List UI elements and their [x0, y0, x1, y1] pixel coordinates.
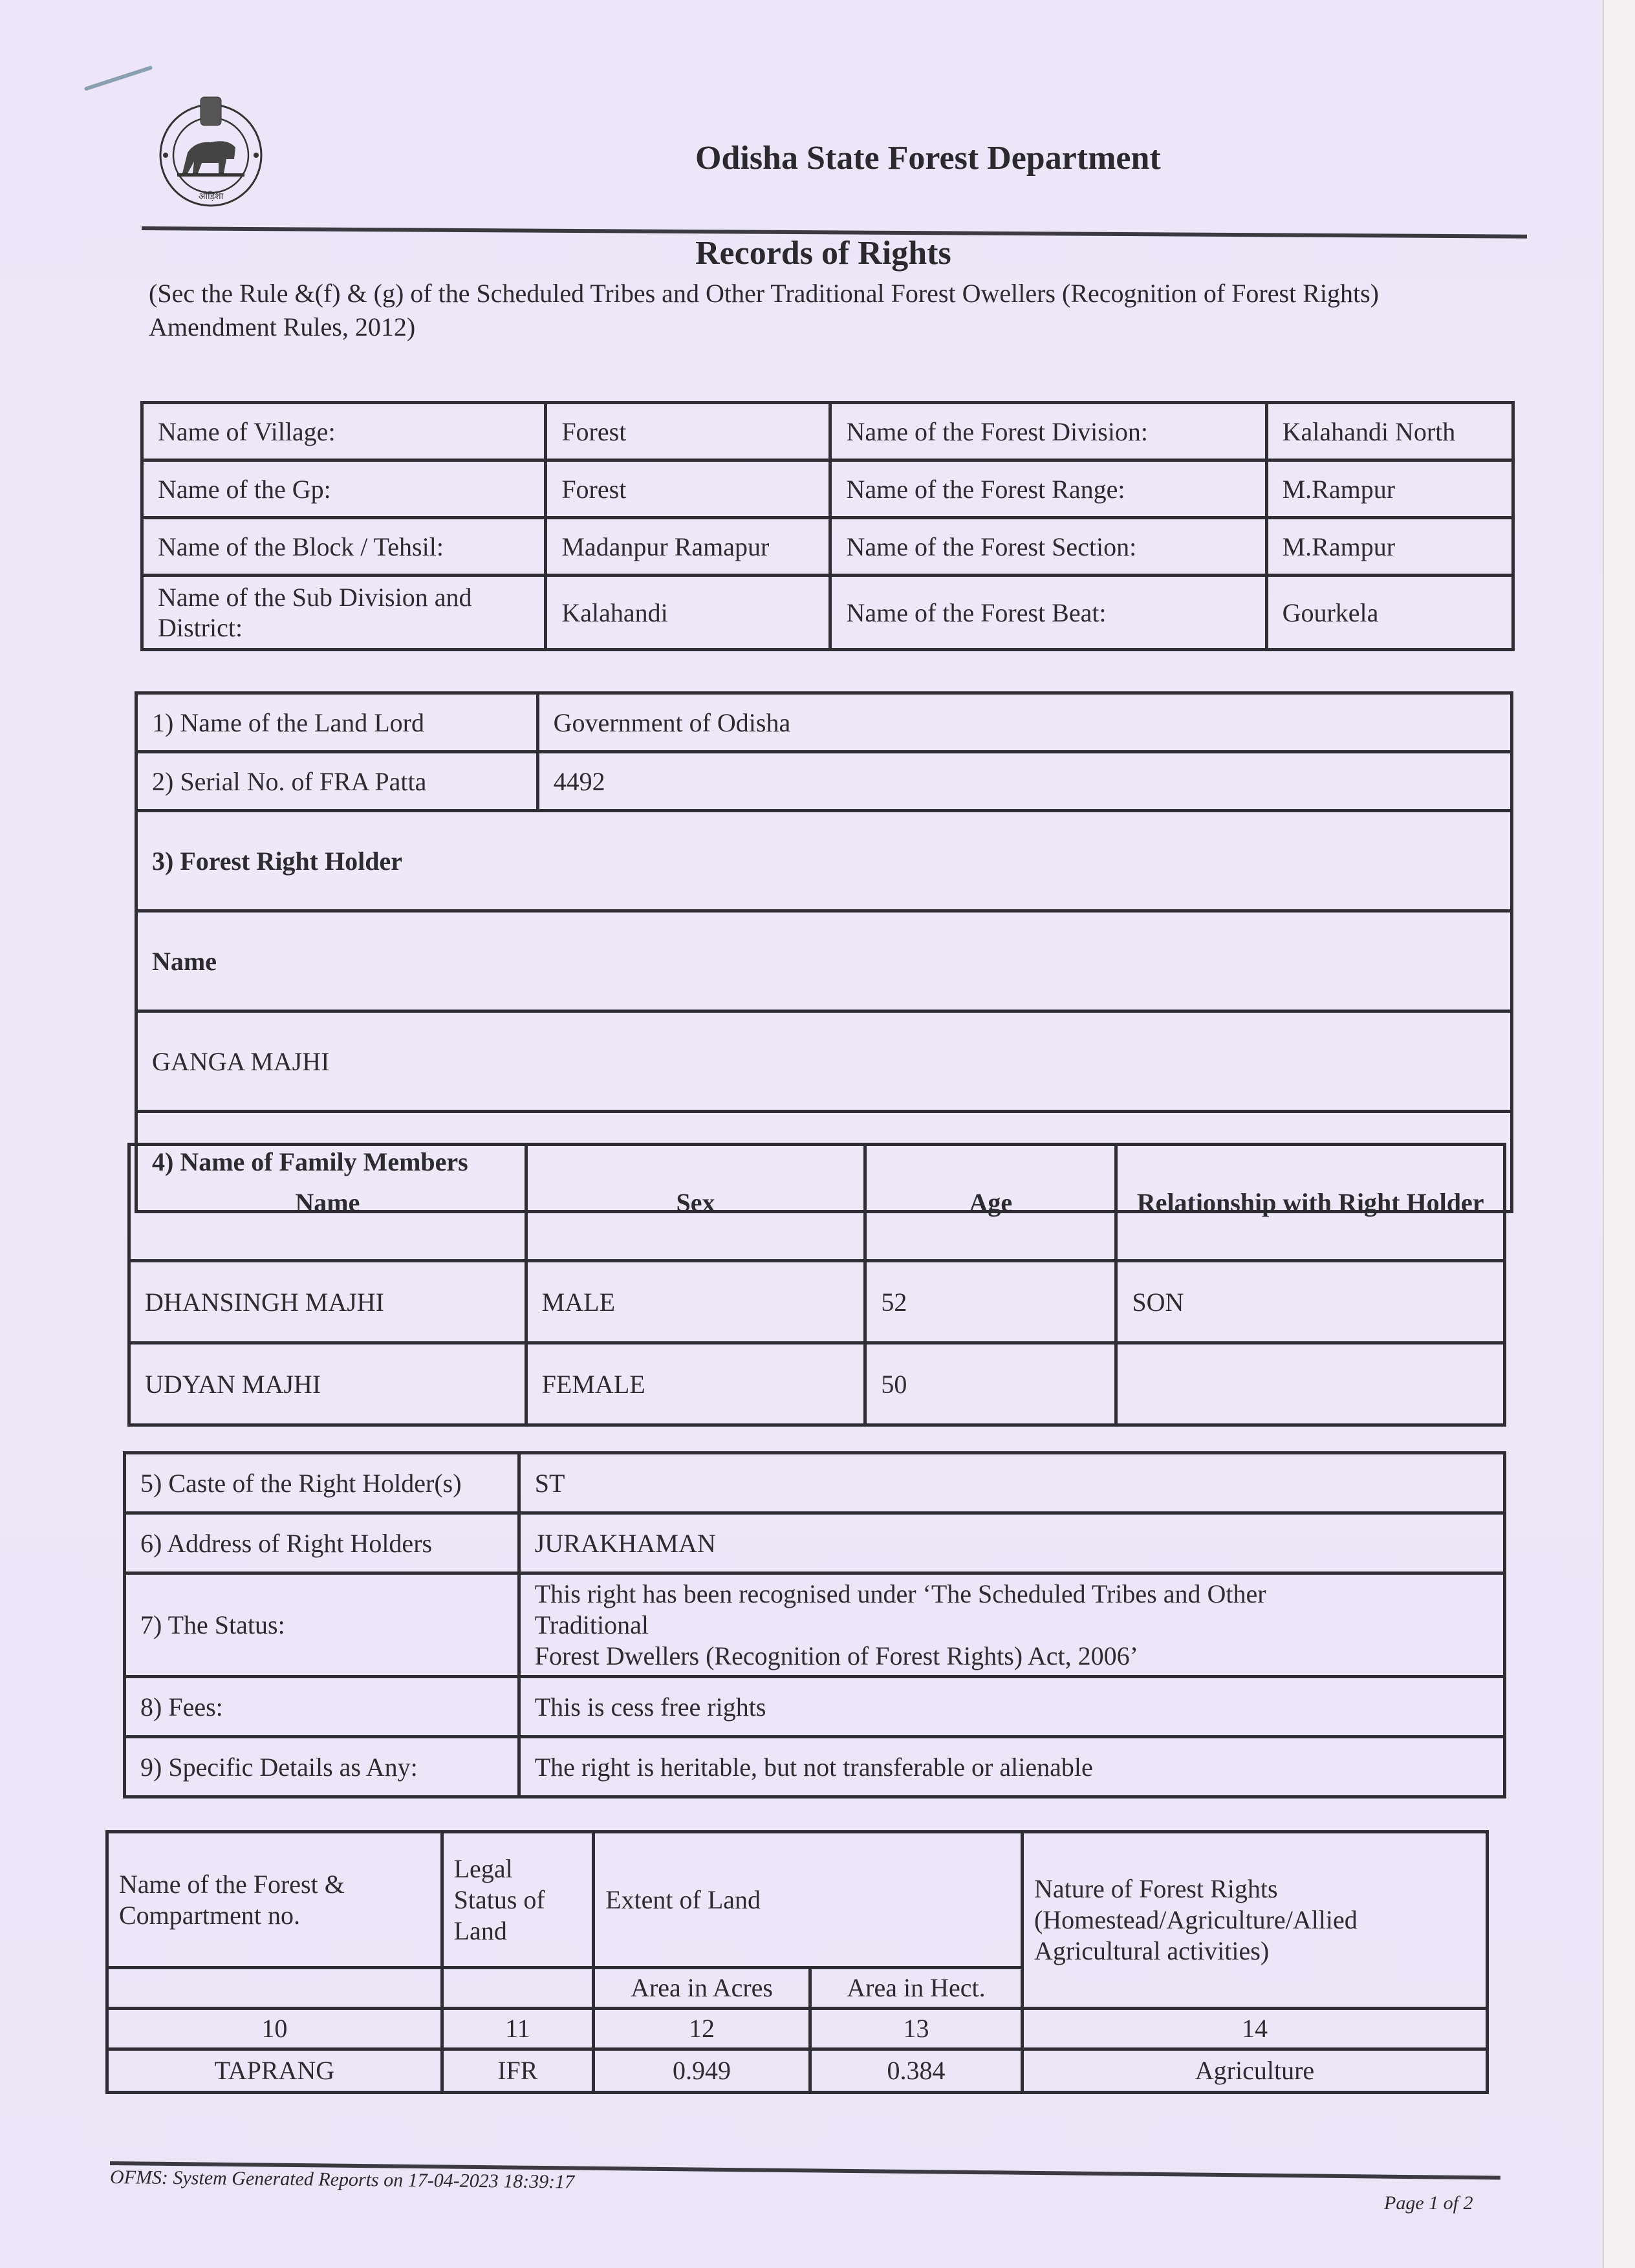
page-number: Page 1 of 2	[1384, 2192, 1473, 2214]
subheader-hect: Area in Hect.	[810, 1968, 1023, 2009]
address-label: 6) Address of Right Holders	[125, 1513, 519, 1573]
gp-label: Name of the Gp:	[142, 460, 546, 518]
fees-value: This is cess free rights	[519, 1677, 1504, 1737]
status-label: 7) The Status:	[125, 1573, 519, 1677]
village-label: Name of Village:	[142, 403, 546, 460]
rule-reference: (Sec the Rule &(f) & (g) of the Scheduled Tribes and Other Traditional Forest Owellers (Recognition of Forest Rights) Amendment Rules, 2012)	[149, 279, 1379, 341]
specific-details-label: 9) Specific Details as Any:	[125, 1737, 519, 1797]
family-table	[127, 1143, 1506, 1427]
empty-cell	[107, 1968, 442, 2009]
column-header-relationship: Relationship with Right Holder	[1116, 1145, 1505, 1261]
forest-division-value: Kalahandi North	[1266, 403, 1513, 460]
right-holder-name: GANGA MAJHI	[136, 1011, 1512, 1112]
forest-section-label: Name of the Forest Section:	[830, 518, 1266, 576]
block-value: Madanpur Ramapur	[546, 518, 830, 576]
record-table	[135, 691, 1513, 1213]
column-header-forest: Name of the Forest & Compartment no.	[107, 1832, 442, 1968]
serial-label: 2) Serial No. of FRA Patta	[136, 752, 538, 811]
column-header-nature: Nature of Forest Rights (Homestead/Agriculture/Allied Agricultural activities)	[1022, 1832, 1487, 2009]
caste-value: ST	[519, 1453, 1504, 1513]
family-heading: 4) Name of Family Members	[136, 1112, 1512, 1212]
nature-of-rights: Agriculture	[1022, 2049, 1487, 2093]
table-row	[136, 811, 1512, 911]
paper-edge	[1603, 0, 1635, 2268]
table-row	[125, 1453, 1505, 1513]
table-row	[136, 752, 1512, 811]
caste-label: 5) Caste of the Right Holder(s)	[125, 1453, 519, 1513]
forest-section-value: M.Rampur	[1266, 518, 1513, 576]
table-row	[107, 2049, 1488, 2093]
column-number: 14	[1022, 2009, 1487, 2049]
fees-label: 8) Fees:	[125, 1677, 519, 1737]
legal-status: IFR	[442, 2049, 593, 2093]
table-row	[142, 518, 1513, 576]
column-header-sex: Sex	[526, 1145, 865, 1261]
column-header-legal-status: Legal Status of Land	[442, 1832, 593, 1968]
status-value	[519, 1573, 1504, 1677]
right-holder-heading: 3) Forest Right Holder	[136, 811, 1512, 911]
table-row	[125, 1573, 1505, 1677]
member-age: 52	[865, 1261, 1116, 1343]
subdivision-value: Kalahandi	[546, 576, 830, 650]
specific-details-value: The right is heritable, but not transferable or alienable	[519, 1737, 1504, 1797]
svg-text:ओड़िशा: ओड़िशा	[198, 191, 224, 202]
column-number: 12	[594, 2009, 810, 2049]
village-value: Forest	[546, 403, 830, 460]
member-sex: MALE	[526, 1261, 865, 1343]
address-value: JURAKHAMAN	[519, 1513, 1504, 1573]
table-row	[125, 1513, 1505, 1573]
subdivision-label: Name of the Sub Division and District:	[142, 576, 546, 650]
table-row	[129, 1343, 1505, 1425]
status-line: Traditional	[534, 1610, 649, 1639]
subheader-acres: Area in Acres	[594, 1968, 810, 2009]
forest-range-label: Name of the Forest Range:	[830, 460, 1266, 518]
column-header-name: Name	[129, 1145, 526, 1261]
odisha-government-emblem-icon	[157, 83, 265, 210]
status-line: This right has been recognised under ‘The Scheduled Tribes and Other	[534, 1579, 1266, 1608]
column-number-row	[107, 2009, 1488, 2049]
table-row	[142, 460, 1513, 518]
table-row	[125, 1737, 1505, 1797]
member-sex: FEMALE	[526, 1343, 865, 1425]
column-number: 11	[442, 2009, 593, 2049]
table-row	[136, 693, 1512, 752]
member-name: UDYAN MAJHI	[129, 1343, 526, 1425]
table-row	[129, 1261, 1505, 1343]
gp-value: Forest	[546, 460, 830, 518]
empty-cell	[442, 1968, 593, 2009]
table-row	[142, 576, 1513, 650]
table-row	[125, 1677, 1505, 1737]
table-row	[136, 911, 1512, 1011]
member-relationship	[1116, 1343, 1505, 1425]
landlord-label: 1) Name of the Land Lord	[136, 693, 538, 752]
forest-name: TAPRANG	[107, 2049, 442, 2093]
landlord-value: Government of Odisha	[537, 693, 1511, 752]
area-hect: 0.384	[810, 2049, 1023, 2093]
member-age: 50	[865, 1343, 1116, 1425]
table-header-row	[129, 1145, 1505, 1261]
forest-beat-value: Gourkela	[1266, 576, 1513, 650]
area-acres: 0.949	[594, 2049, 810, 2093]
department-title: Odisha State Forest Department	[695, 140, 1161, 177]
document-title: Records of Rights	[695, 235, 951, 272]
forest-beat-label: Name of the Forest Beat:	[830, 576, 1266, 650]
generated-timestamp: OFMS: System Generated Reports on 17-04-2023 18:39:17	[109, 2166, 575, 2193]
table-row	[136, 1011, 1512, 1112]
member-relationship: SON	[1116, 1261, 1505, 1343]
column-header-extent: Extent of Land	[594, 1832, 1023, 1968]
member-name: DHANSINGH MAJHI	[129, 1261, 526, 1343]
forest-division-label: Name of the Forest Division:	[830, 403, 1266, 460]
status-line: Forest Dwellers (Recognition of Forest Rights) Act, 2006’	[534, 1641, 1138, 1670]
table-header-row	[107, 1832, 1488, 1968]
details-table	[123, 1451, 1506, 1798]
serial-value: 4492	[537, 752, 1511, 811]
block-label: Name of the Block / Tehsil:	[142, 518, 546, 576]
land-table	[105, 1830, 1489, 2094]
column-header-age: Age	[865, 1145, 1116, 1261]
column-number: 13	[810, 2009, 1023, 2049]
column-number: 10	[107, 2009, 442, 2049]
table-row	[142, 403, 1513, 460]
forest-range-value: M.Rampur	[1266, 460, 1513, 518]
name-heading: Name	[136, 911, 1512, 1011]
location-table	[140, 401, 1515, 651]
